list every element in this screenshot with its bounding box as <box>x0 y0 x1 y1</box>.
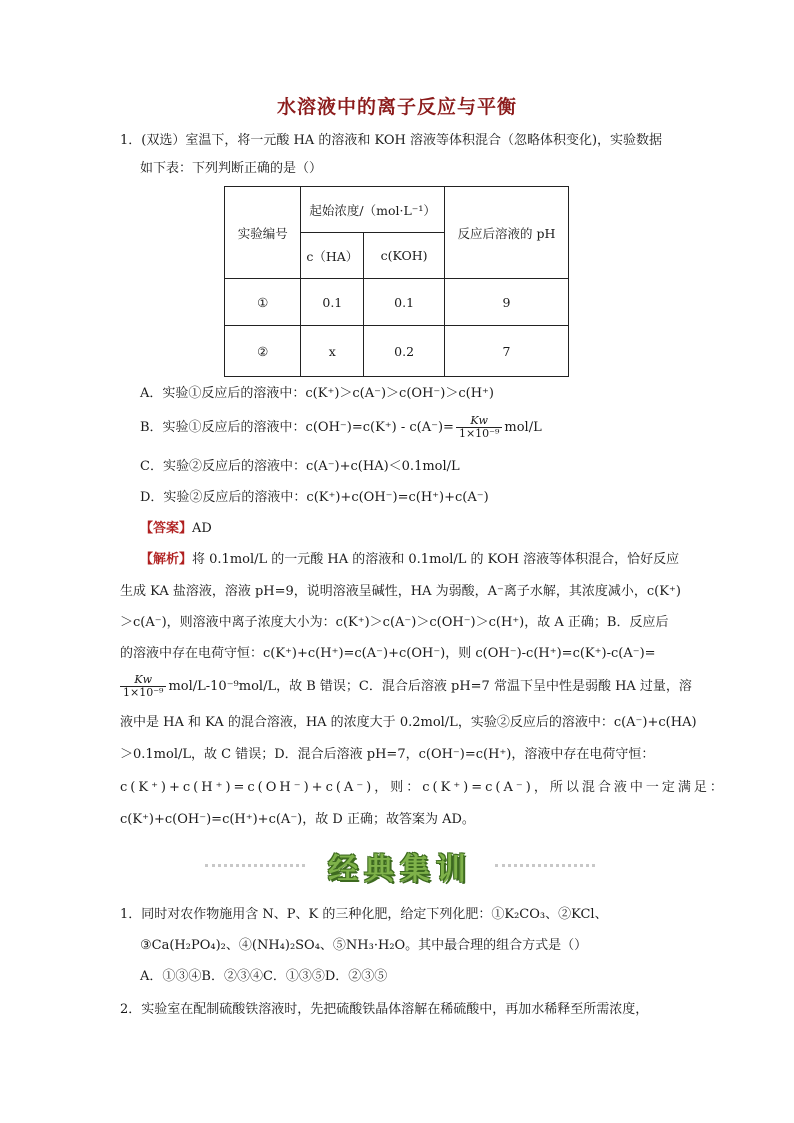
cell-id: ① <box>225 279 301 326</box>
analysis-line-8: c(K⁺)+c(H⁺)=c(OH⁻)+c(A⁻)，则：c(K⁺)=c(A⁻)，所以混合液中一定满足： <box>120 780 726 795</box>
analysis-text-5: mol/L-10⁻⁹mol/L，故 B 错误；C．混合后溶液 pH=7 常温下呈中性是弱酸 HA 过量，溶 <box>168 679 692 694</box>
fraction-numerator: Kw <box>120 674 166 687</box>
answer-line <box>140 520 212 538</box>
option-b-unit: mol/L <box>504 420 542 435</box>
train-question-1-options: A．①③④B．②③④C．①③⑤D．②③⑤ <box>140 969 388 984</box>
option-b <box>140 413 542 443</box>
header-c-ha: c（HA） <box>301 233 364 279</box>
banner-title: 经典集训 <box>328 852 472 887</box>
answer-text: AD <box>192 521 212 536</box>
analysis-line-5 <box>118 672 692 702</box>
cell-koh: 0.2 <box>364 326 445 377</box>
analysis-line-7: ＞0.1mol/L，故 C 错误；D．混合后溶液 pH=7，c(OH⁻)=c(H⁺)，溶液中存在电荷守恒： <box>120 747 655 762</box>
question-1-line-1: 1．(双选）室温下，将一元酸 HA 的溶液和 KOH 溶液等体积混合（忽略体积变化)，实验数据 <box>120 133 663 148</box>
fraction-numerator: Kw <box>456 415 502 428</box>
cell-koh: 0.1 <box>364 279 445 326</box>
header-ph: 反应后溶液的 pH <box>444 187 568 279</box>
option-d: D．实验②反应后的溶液中：c(K⁺)+c(OH⁻)=c(H⁺)+c(A⁻) <box>140 490 489 505</box>
train-question-1-line-1: 1．同时对农作物施用含 N、P、K 的三种化肥，给定下列化肥：①K₂CO₃、②KCl、 <box>120 907 608 922</box>
fraction-denominator: 1×10⁻⁹ <box>123 686 164 699</box>
cell-ph: 9 <box>444 279 568 326</box>
header-experiment-id: 实验编号 <box>225 187 301 279</box>
question-1-line-2: 如下表：下列判断正确的是（） <box>140 161 323 176</box>
page-title: 水溶液中的离子反应与平衡 <box>276 96 517 118</box>
option-c: C．实验②反应后的溶液中：c(A⁻)+c(HA)＜0.1mol/L <box>140 459 460 474</box>
analysis-line-9: c(K⁺)+c(OH⁻)=c(H⁺)+c(A⁻)，故 D 正确；故答案为 AD。 <box>120 812 475 827</box>
table-row <box>225 279 569 326</box>
analysis-text-1: 将 0.1mol/L 的一元酸 HA 的溶液和 0.1mol/L 的 KOH 溶液等体积混合，恰好反应 <box>192 552 680 567</box>
analysis-line-3: ＞c(A⁻)，则溶液中离子浓度大小为：c(K⁺)＞c(A⁻)＞c(OH⁻)＞c(H⁺)，故 A 正确；B．反应后 <box>120 615 669 630</box>
cell-ha: 0.1 <box>301 279 364 326</box>
header-initial-concentration: 起始浓度/（mol·L⁻¹） <box>301 187 445 233</box>
cell-id: ② <box>225 326 301 377</box>
train-question-2-line-1: 2．实验室在配制硫酸铁溶液时，先把硫酸铁晶体溶解在稀硫酸中，再加水稀释至所需浓度， <box>120 1002 649 1017</box>
answer-label: 【答案】 <box>140 521 193 536</box>
analysis-line-1 <box>140 551 679 569</box>
analysis-line-6: 液中是 HA 和 KA 的混合溶液，HA 的浓度大于 0.2mol/L，实验②反应后的溶液中：c(A⁻)+c(HA) <box>120 715 697 730</box>
option-b-fraction <box>456 415 502 440</box>
cell-ph: 7 <box>444 326 568 377</box>
analysis-label: 【解析】 <box>140 552 193 567</box>
experiment-table <box>224 186 569 377</box>
train-question-1-line-2: ③Ca(H₂PO₄)₂、④(NH₄)₂SO₄、⑤NH₃·H₂O。其中最合理的组合方式是（） <box>140 938 588 953</box>
option-b-text: B．实验①反应后的溶液中：c(OH⁻)=c(K⁺) - c(A⁻)= <box>140 420 454 435</box>
cell-ha: x <box>301 326 364 377</box>
analysis-fraction <box>120 674 166 699</box>
table-row <box>225 326 569 377</box>
fraction-denominator: 1×10⁻⁹ <box>458 427 500 440</box>
option-a: A．实验①反应后的溶液中：c(K⁺)＞c(A⁻)＞c(OH⁻)＞c(H⁺) <box>140 386 494 401</box>
header-c-koh: c(KOH) <box>364 233 445 279</box>
section-banner <box>205 842 595 887</box>
analysis-line-2: 生成 KA 盐溶液，溶液 pH=9，说明溶液呈碱性，HA 为弱酸，A⁻离子水解，其浓度减小，c(K⁺) <box>120 584 681 599</box>
analysis-line-4: 的溶液中存在电荷守恒：c(K⁺)+c(H⁺)=c(A⁻)+c(OH⁻)，则 c(OH⁻)-c(H⁺)=c(K⁺)-c(A⁻)= <box>120 646 656 661</box>
